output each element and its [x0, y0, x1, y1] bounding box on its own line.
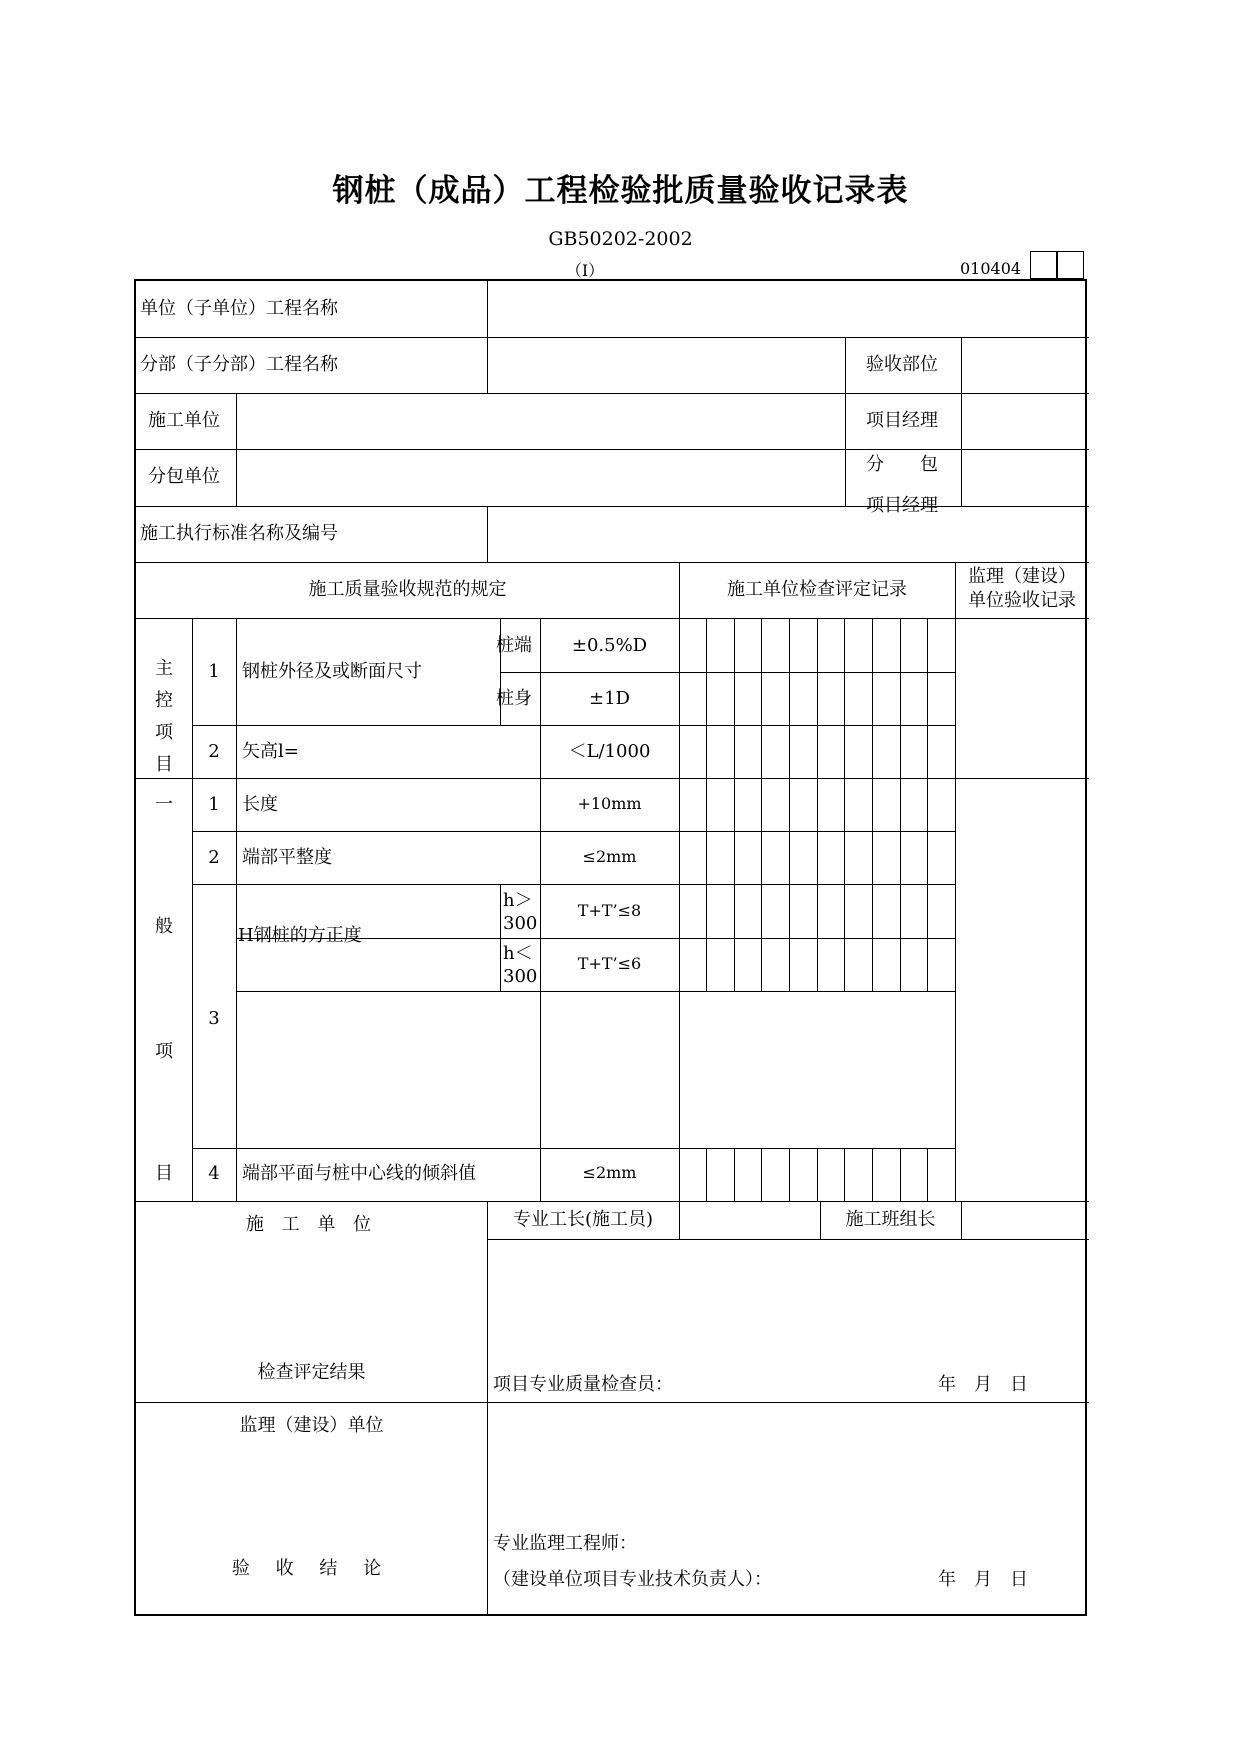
form-code: 010404: [960, 259, 1022, 278]
general-item-2-value: ≤2mm: [582, 847, 637, 866]
general-item-1-name: 长度: [242, 794, 278, 815]
general-group-label-2: 般: [155, 916, 173, 937]
page-title: 钢桩（成品）工程检验批质量验收记录表: [332, 173, 909, 209]
quality-inspector-label: 项目专业质量检查员：: [493, 1374, 673, 1395]
owner-rep-label: （建设单位项目专业技术负责人）：: [493, 1569, 772, 1590]
general-item-4-value: ≤2mm: [582, 1163, 637, 1182]
subcontract-manager-clip: [846, 489, 960, 516]
main-item-2-name: 矢高l=: [242, 741, 299, 762]
general-group-label-1: 一: [155, 794, 173, 815]
main-item-1-sub-2-value: ±1D: [589, 688, 630, 709]
general-item-3-no: 3: [208, 1008, 220, 1029]
acceptance-conclusion-label: 验 收 结 论: [231, 1558, 392, 1579]
supervision-column-header-2: 单位验收记录: [968, 590, 1076, 611]
acceptance-date: 年 月 日: [938, 1569, 1028, 1590]
general-item-2-name: 端部平整度: [242, 847, 332, 868]
main-item-1-sub-1-label: 桩端: [496, 635, 532, 656]
supervision-unit-label: 监理（建设）单位: [239, 1415, 384, 1436]
form-code-box-1[interactable]: [1030, 251, 1057, 279]
main-item-1-sub-1-value: ±0.5%D: [571, 635, 648, 656]
project-manager-label: 项目经理: [866, 410, 938, 431]
team-leader-label: 施工班组长: [845, 1209, 936, 1230]
general-item-3-sub-2-value: T+T’≤6: [577, 954, 642, 973]
main-items-group-label: 主 控 项 目: [155, 658, 173, 775]
acceptance-part-label: 验收部位: [866, 354, 938, 375]
supervision-engineer-label: 专业监理工程师：: [493, 1533, 637, 1554]
main-item-1-name: 钢桩外径及或断面尺寸: [242, 661, 422, 682]
general-item-3-sub-1-value: T+T’≤8: [577, 901, 642, 920]
general-item-4-name: 端部平面与桩中心线的倾斜值: [242, 1163, 476, 1184]
general-item-3-name: H钢桩的方正度: [238, 925, 362, 946]
spec-column-header: 施工质量验收规范的规定: [308, 579, 507, 600]
main-item-1-sub-2-label: 桩身: [496, 688, 532, 709]
sub-project-label: 分部（子分部）工程名称: [140, 354, 338, 375]
construction-unit-title: 施 工 单 位: [245, 1214, 378, 1235]
check-result-label: 检查评定结果: [257, 1362, 366, 1383]
inspection-date: 年 月 日: [938, 1374, 1028, 1395]
check-record-column-header: 施工单位检查评定记录: [727, 579, 907, 600]
record-form: [134, 279, 1087, 1616]
supervision-column-header: 监理（建设）: [968, 566, 1076, 587]
subcontract-unit-label: 分包单位: [148, 466, 220, 487]
general-item-3-sub-1-label: h＞300: [503, 890, 538, 934]
subcontract-manager-label: 分 包: [866, 454, 938, 475]
general-group-label-3: 项: [155, 1041, 173, 1062]
standard-code: GB50202-2002: [548, 228, 693, 250]
general-item-2-no: 2: [208, 847, 220, 868]
part-number: （I）: [565, 261, 605, 280]
main-item-2-no: 2: [208, 741, 220, 762]
subcontract-manager-label-2: 项目经理: [866, 495, 938, 516]
general-group-label-4: 目: [155, 1163, 173, 1184]
general-item-1-value: +10mm: [577, 794, 642, 813]
general-item-1-no: 1: [208, 794, 220, 815]
form-code-box-2[interactable]: [1057, 251, 1084, 279]
general-item-4-no: 4: [208, 1163, 220, 1184]
main-item-2-value: ＜L/1000: [568, 741, 651, 762]
general-item-3-sub-2-label: h＜300: [503, 943, 538, 987]
construction-unit-label: 施工单位: [148, 410, 220, 431]
standard-label: 施工执行标准名称及编号: [140, 523, 338, 544]
foreman-label: 专业工长(施工员): [512, 1209, 654, 1230]
main-item-1-no: 1: [208, 661, 220, 682]
unit-project-label: 单位（子单位）工程名称: [140, 298, 338, 319]
